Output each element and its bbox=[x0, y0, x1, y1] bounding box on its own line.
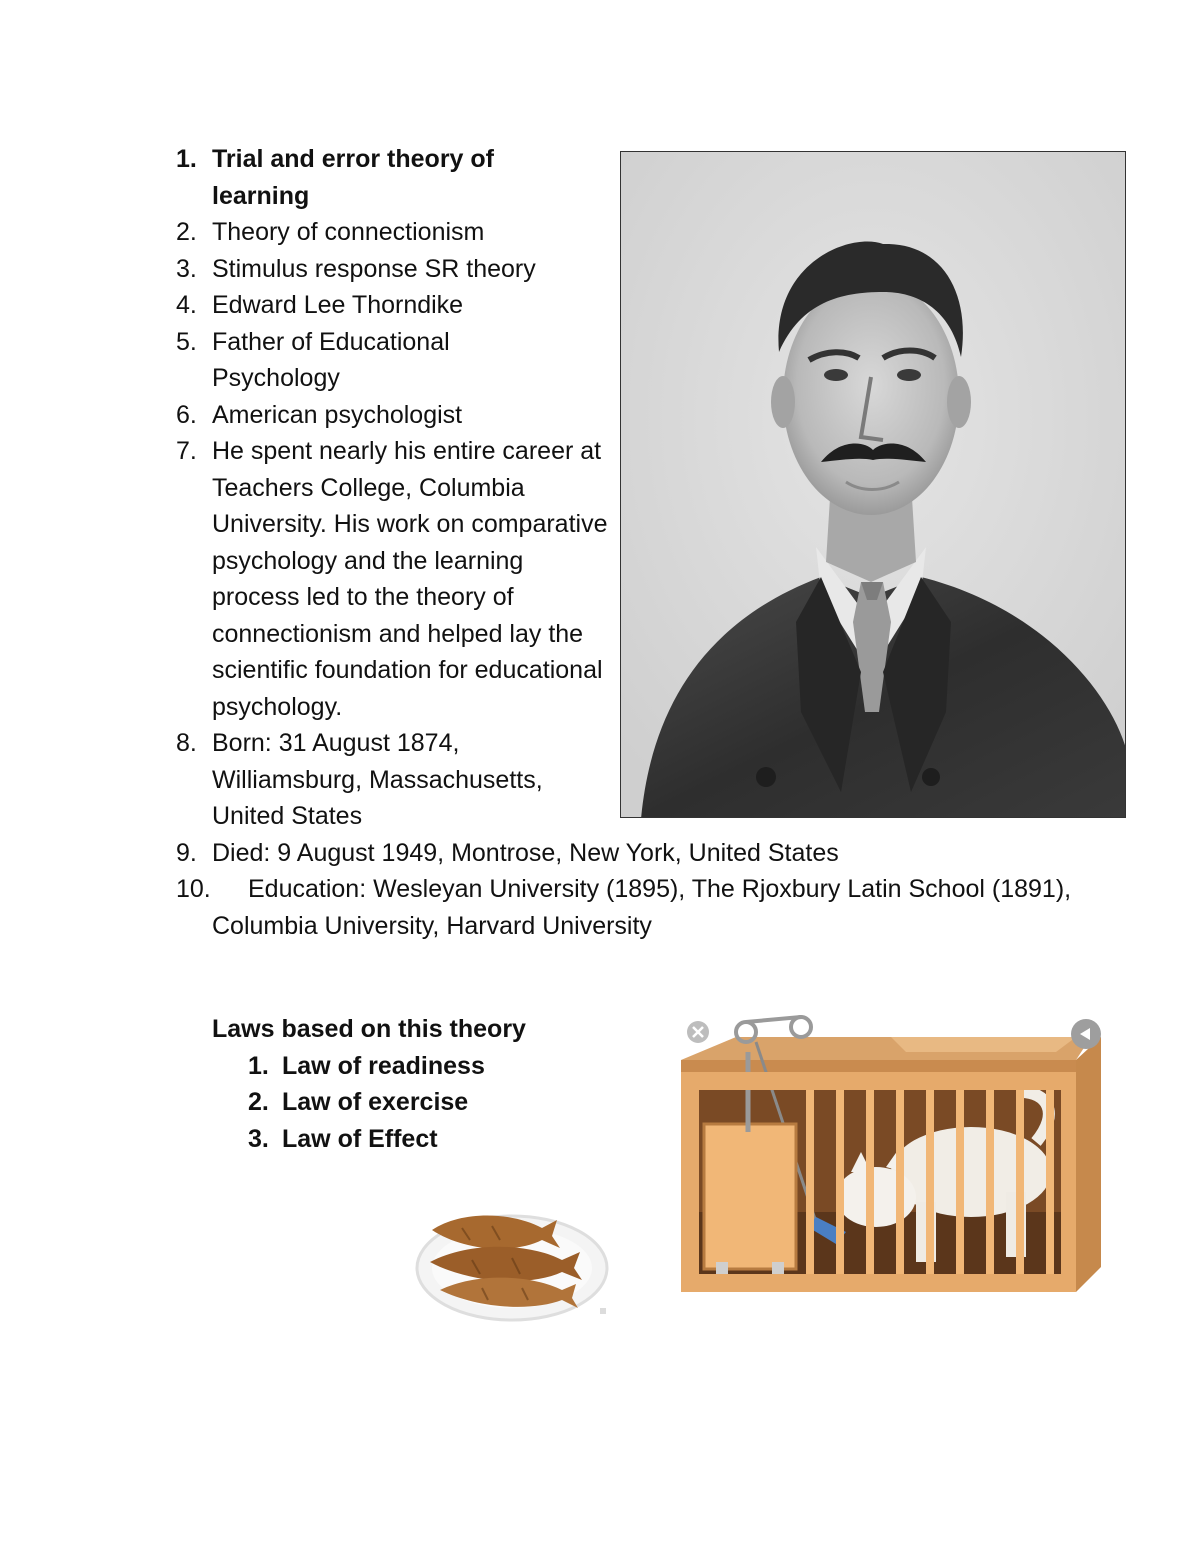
law-number: 2. bbox=[248, 1088, 269, 1116]
list-text: Trial and error theory of learning bbox=[212, 145, 495, 210]
list-text: Died: 9 August 1949, Montrose, New York, United States bbox=[212, 838, 839, 867]
list-text: Edward Lee Thorndike bbox=[212, 291, 464, 319]
list-text: American psychologist bbox=[212, 400, 463, 429]
list-text: Stimulus response SR theory bbox=[212, 254, 536, 283]
list-text: Education: Wesleyan University (1895), The Rjoxbury Latin School (1891), Columbia University, Harvard University bbox=[212, 875, 1072, 940]
list-number: 3. bbox=[176, 254, 197, 283]
list-number: 4. bbox=[176, 291, 197, 319]
list-number: 10. bbox=[176, 875, 211, 903]
list-item bbox=[172, 871, 1072, 944]
portrait-photo bbox=[620, 151, 1126, 818]
list-text: Theory of connectionism bbox=[212, 218, 485, 246]
law-number: 3. bbox=[248, 1124, 269, 1153]
list-number: 1. bbox=[176, 145, 197, 173]
law-item bbox=[248, 1121, 526, 1158]
laws-section bbox=[212, 1011, 526, 1157]
list-number: 7. bbox=[176, 437, 197, 465]
cat-puzzle-box bbox=[676, 1012, 1106, 1297]
list-text: Born: 31 August 1874, Williamsburg, Massachusetts, United States bbox=[212, 729, 543, 830]
portrait-illustration bbox=[621, 152, 1126, 818]
fish-illustration bbox=[412, 1200, 612, 1325]
list-text: He spent nearly his entire career at Teachers College, Columbia University. His work on comparative psychology and the learning process led to the theory of connectionism and helped lay the scientific foundation for educational psychology. bbox=[212, 437, 608, 721]
list-number: 2. bbox=[176, 218, 197, 246]
law-item bbox=[248, 1048, 526, 1085]
law-item bbox=[248, 1084, 526, 1121]
list-item bbox=[172, 835, 1072, 872]
list-number: 8. bbox=[176, 729, 197, 757]
list-text: Father of Educational Psychology bbox=[212, 327, 450, 392]
list-number: 6. bbox=[176, 400, 197, 429]
law-number: 1. bbox=[248, 1051, 269, 1080]
law-text: Law of exercise bbox=[282, 1088, 469, 1116]
list-number: 9. bbox=[176, 838, 197, 867]
cage-illustration bbox=[676, 1012, 1106, 1297]
law-text: Law of readiness bbox=[282, 1051, 485, 1080]
list-number: 5. bbox=[176, 327, 197, 356]
laws-list bbox=[212, 1048, 526, 1158]
fish-plate bbox=[412, 1200, 612, 1325]
laws-heading: Laws based on this theory bbox=[212, 1015, 526, 1043]
law-text: Law of Effect bbox=[282, 1124, 438, 1153]
